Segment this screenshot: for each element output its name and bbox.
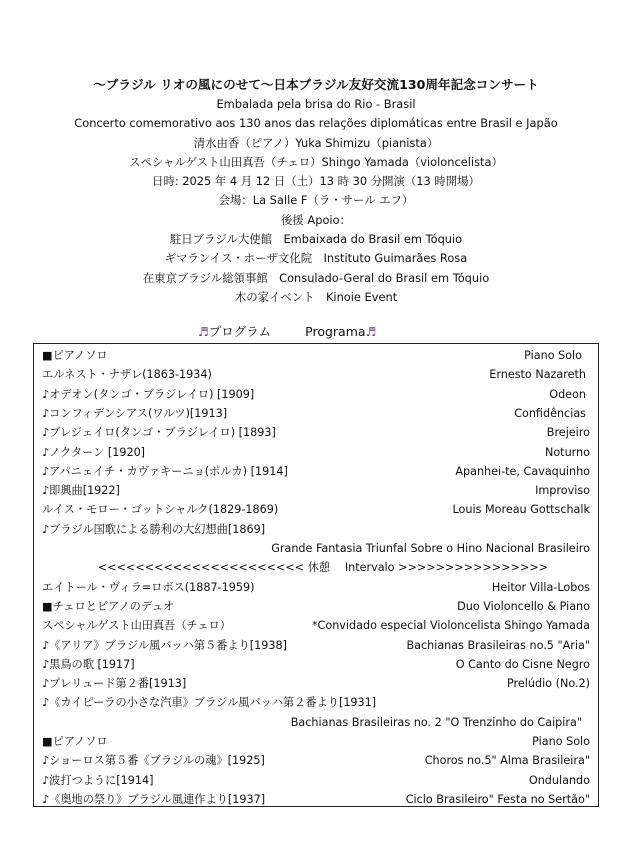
list-item: ♪ノクターン [1920] Noturno: [42, 445, 590, 459]
list-item: ♪アパニェイチ・カヴァキーニョ(ポルカ) [1914] Apanhei-te, Cavaquinho: [42, 464, 590, 478]
list-item: ルイス・モロー・ゴットシャルク(1829-1869) Louis Moreau Gottschalk: [42, 503, 590, 517]
program-heading-pt: Programa: [305, 324, 366, 339]
list-item: ♪プレリュード第２番[1913] Prelúdio (No.2): [42, 677, 590, 691]
program-heading: [198, 323, 408, 341]
list-item: エイトール・ヴィラ=ロボス(1887-1959) Heitor Villa-Lobos: [42, 580, 590, 594]
list-item: エルネスト・ナザレ(1863-1934) Ernesto Nazareth: [42, 368, 586, 382]
list-item: ♪ブラジル国歌による勝利の大幻想曲[1869]: [42, 522, 266, 536]
list-item: ♪コンフィデンシアス(ワルツ)[1913] Confidências: [42, 406, 586, 420]
support-label: 後援 Apoio：: [281, 212, 351, 227]
performer-cellist: スペシャルゲスト山田真吾（チェロ）Shingo Yamada（violoncelista）: [129, 154, 503, 169]
list-item: ♪《奥地の祭り》ブラジル風連作より[1937] Ciclo Brasileiro" Festa no Sertão": [42, 792, 590, 806]
event-datetime: 日時: 2025 年 4 月 12 日（土）13 時 30 分開演（13 時開場）: [152, 174, 480, 189]
performer-pianist: 清水由香（ピアノ）Yuka Shimizu（pianista）: [193, 135, 439, 150]
list-item: ♪ショーロス第５番《ブラジルの魂》[1925] Choros no.5" Alma Brasileira": [42, 754, 590, 768]
supporter-institute: ギマランイス・ホーザ文化院 Instituto Guimarães Rosa: [164, 251, 468, 266]
supporter-consulate: 在東京ブラジル総領事館 Consulado-Geral do Brasil em Tóquio: [142, 270, 490, 285]
list-item: ♪ブレジェイロ(タンゴ・ブラジレイロ) [1893] Brejeiro: [42, 426, 590, 440]
event-venue: 会場：La Salle F（ラ・サール エフ）: [218, 193, 414, 208]
list-item: ■ピアノソロ Piano Solo: [42, 349, 582, 362]
list-item: ♪《アリア》ブラジル風バッハ第５番より[1938] Bachianas Brasileiras no.5 "Aria": [42, 638, 590, 652]
music-notes-icon: ♬: [198, 325, 209, 339]
list-item: Bachianas Brasileiras no. 2 "O Trenzinho do Caipira": [290, 715, 582, 729]
supporter-embassy: 駐日ブラジル大使館 Embaixada do Brasil em Tóquio: [169, 232, 463, 247]
list-item: ■チェロとピアノのデュオ Duo Violoncello & Piano: [42, 599, 590, 613]
list-item: ♪波打つように[1914] Ondulando: [42, 773, 590, 787]
program-list: [33, 343, 599, 807]
list-item: Grande Fantasia Triunfal Sobre o Hino Nacional Brasileiro: [271, 542, 590, 555]
concert-title: ～ブラジル リオの風にのせて～日本ブラジル友好交流130周年記念コンサート: [93, 77, 539, 92]
list-item: ♪即興曲[1922] Improviso: [42, 484, 590, 498]
program-heading-jp: プログラム: [208, 324, 272, 339]
list-item: スペシャルゲスト山田真吾（チェロ） *Convidado especial Violoncelista Shingo Yamada: [42, 619, 590, 633]
intermission-divider: <<<<<<<<<<<<<<<<<<<<<< 休憩 Intervalo >>>>>>>>>>>>>>>>: [97, 561, 549, 575]
subtitle-anniversary: Concerto comemorativo aos 130 anos das relações diplomáticas entre Brasil e Japão: [74, 116, 558, 131]
list-item: ♪《カイピーラの小さな汽車》ブラジル風バッハ第２番より[1931]: [42, 696, 377, 710]
list-item: ♪黒鳥の歌 [1917] O Canto do Cisne Negro: [42, 657, 590, 671]
concert-header: [0, 75, 632, 307]
list-item: ■ピアノソロ Piano Solo: [42, 735, 590, 748]
music-notes-icon: ♬: [365, 325, 377, 339]
subtitle-portuguese: Embalada pela brisa do Rio - Brasil: [216, 97, 416, 111]
list-item: ♪オデオン(タンゴ・ブラジレイロ) [1909] Odeon: [42, 387, 586, 401]
supporter-kinoie: 木の家イベント Kinoie Event: [234, 289, 398, 304]
